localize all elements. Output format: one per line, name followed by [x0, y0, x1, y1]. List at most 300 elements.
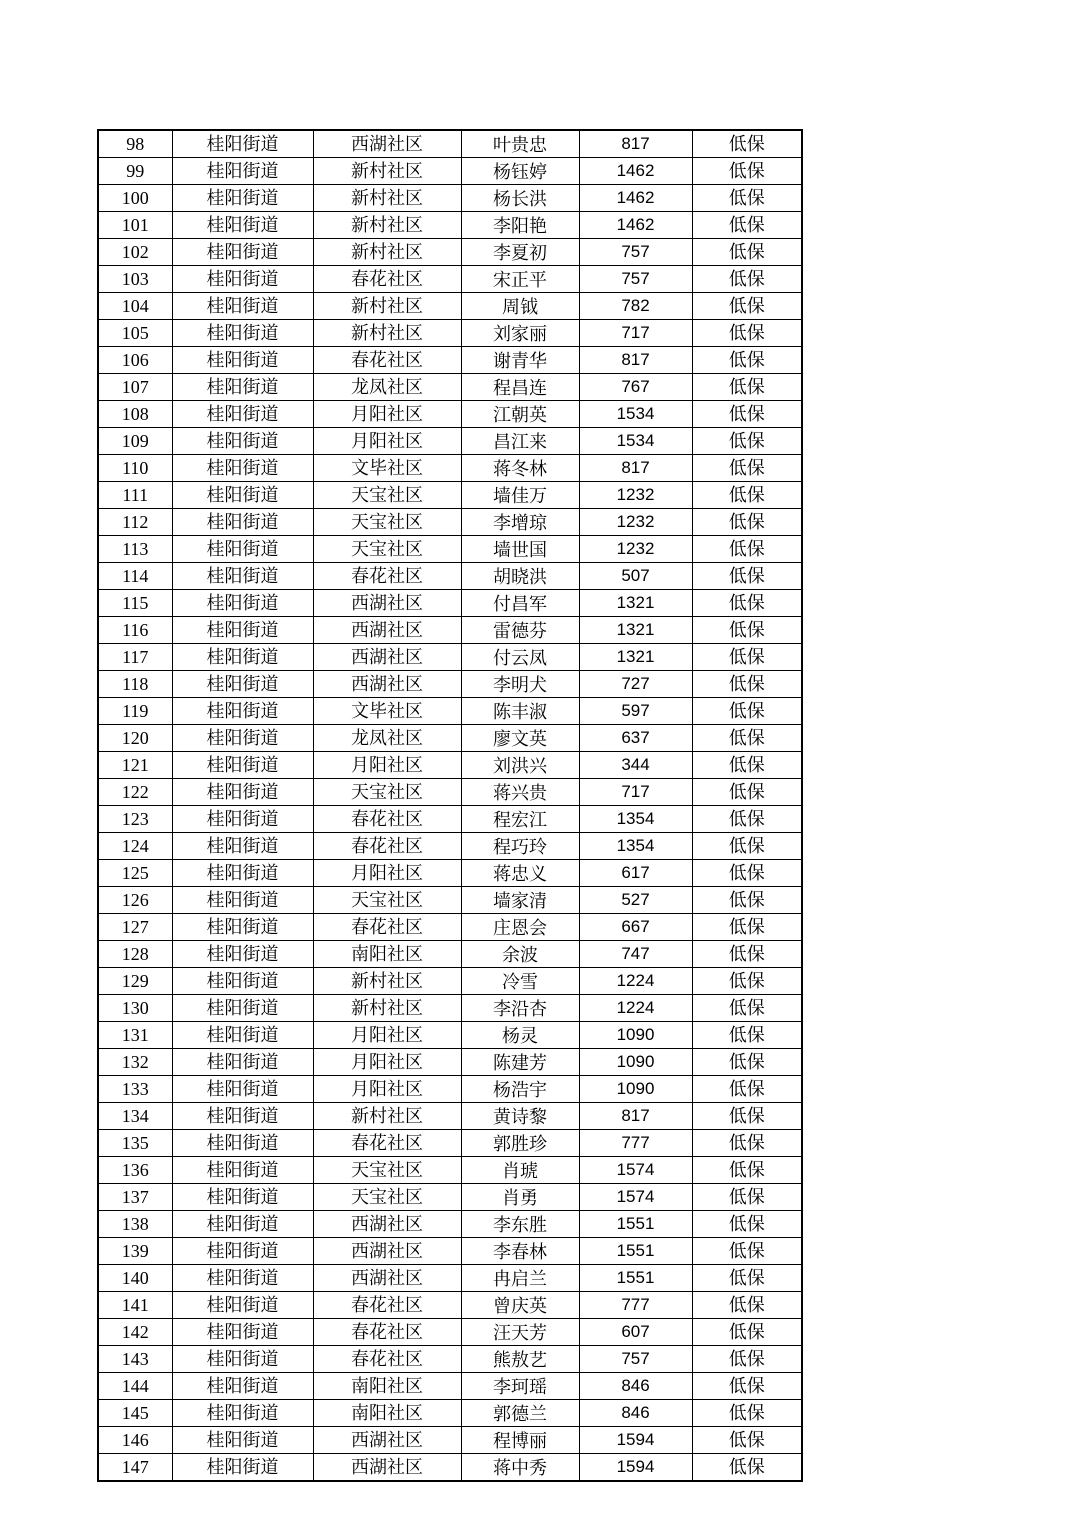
category-cell: 低保 — [692, 590, 802, 617]
amount-cell: 1594 — [579, 1427, 692, 1454]
amount-cell: 597 — [579, 698, 692, 725]
name-cell: 墙家清 — [461, 887, 579, 914]
community-cell: 月阳社区 — [313, 1022, 461, 1049]
category-cell: 低保 — [692, 536, 802, 563]
community-cell: 春花社区 — [313, 1130, 461, 1157]
row-number-cell: 129 — [98, 968, 172, 995]
row-number-cell: 108 — [98, 401, 172, 428]
table-row — [98, 1049, 802, 1076]
community-cell: 西湖社区 — [313, 1238, 461, 1265]
name-cell: 蒋忠义 — [461, 860, 579, 887]
category-cell: 低保 — [692, 1292, 802, 1319]
amount-cell: 1462 — [579, 212, 692, 239]
name-cell: 郭德兰 — [461, 1400, 579, 1427]
table-row — [98, 941, 802, 968]
amount-cell: 782 — [579, 293, 692, 320]
table-row — [98, 1346, 802, 1373]
street-cell: 桂阳街道 — [172, 968, 313, 995]
community-cell: 天宝社区 — [313, 482, 461, 509]
amount-cell: 1574 — [579, 1157, 692, 1184]
amount-cell: 637 — [579, 725, 692, 752]
name-cell: 叶贵忠 — [461, 130, 579, 158]
name-cell: 杨长洪 — [461, 185, 579, 212]
amount-cell: 727 — [579, 671, 692, 698]
amount-cell: 1574 — [579, 1184, 692, 1211]
row-number-cell: 138 — [98, 1211, 172, 1238]
community-cell: 天宝社区 — [313, 1157, 461, 1184]
table-row — [98, 482, 802, 509]
category-cell: 低保 — [692, 833, 802, 860]
row-number-cell: 111 — [98, 482, 172, 509]
amount-cell: 1232 — [579, 482, 692, 509]
category-cell: 低保 — [692, 158, 802, 185]
amount-cell: 1551 — [579, 1265, 692, 1292]
row-number-cell: 119 — [98, 698, 172, 725]
name-cell: 宋正平 — [461, 266, 579, 293]
street-cell: 桂阳街道 — [172, 509, 313, 536]
amount-cell: 777 — [579, 1130, 692, 1157]
row-number-cell: 144 — [98, 1373, 172, 1400]
row-number-cell: 143 — [98, 1346, 172, 1373]
street-cell: 桂阳街道 — [172, 1022, 313, 1049]
table-row — [98, 212, 802, 239]
amount-cell: 1534 — [579, 401, 692, 428]
row-number-cell: 120 — [98, 725, 172, 752]
category-cell: 低保 — [692, 752, 802, 779]
row-number-cell: 125 — [98, 860, 172, 887]
amount-cell: 1090 — [579, 1022, 692, 1049]
row-number-cell: 126 — [98, 887, 172, 914]
amount-cell: 607 — [579, 1319, 692, 1346]
community-cell: 文毕社区 — [313, 455, 461, 482]
street-cell: 桂阳街道 — [172, 887, 313, 914]
row-number-cell: 116 — [98, 617, 172, 644]
table-row — [98, 401, 802, 428]
table-row — [98, 1022, 802, 1049]
name-cell: 墙佳万 — [461, 482, 579, 509]
category-cell: 低保 — [692, 455, 802, 482]
category-cell: 低保 — [692, 1049, 802, 1076]
category-cell: 低保 — [692, 995, 802, 1022]
amount-cell: 717 — [579, 320, 692, 347]
street-cell: 桂阳街道 — [172, 1211, 313, 1238]
amount-cell: 1551 — [579, 1238, 692, 1265]
name-cell: 蒋中秀 — [461, 1454, 579, 1482]
category-cell: 低保 — [692, 1373, 802, 1400]
name-cell: 杨钰婷 — [461, 158, 579, 185]
street-cell: 桂阳街道 — [172, 1373, 313, 1400]
row-number-cell: 147 — [98, 1454, 172, 1482]
amount-cell: 667 — [579, 914, 692, 941]
row-number-cell: 103 — [98, 266, 172, 293]
row-number-cell: 124 — [98, 833, 172, 860]
table-row — [98, 1130, 802, 1157]
table-row — [98, 185, 802, 212]
amount-cell: 1462 — [579, 185, 692, 212]
street-cell: 桂阳街道 — [172, 914, 313, 941]
community-cell: 龙凤社区 — [313, 374, 461, 401]
street-cell: 桂阳街道 — [172, 1454, 313, 1482]
category-cell: 低保 — [692, 1157, 802, 1184]
row-number-cell: 132 — [98, 1049, 172, 1076]
street-cell: 桂阳街道 — [172, 482, 313, 509]
table-row — [98, 563, 802, 590]
row-number-cell: 141 — [98, 1292, 172, 1319]
community-cell: 天宝社区 — [313, 1184, 461, 1211]
category-cell: 低保 — [692, 1427, 802, 1454]
community-cell: 新村社区 — [313, 239, 461, 266]
table-row — [98, 1400, 802, 1427]
name-cell: 雷德芬 — [461, 617, 579, 644]
name-cell: 李夏初 — [461, 239, 579, 266]
category-cell: 低保 — [692, 1319, 802, 1346]
row-number-cell: 130 — [98, 995, 172, 1022]
name-cell: 黄诗黎 — [461, 1103, 579, 1130]
table-row — [98, 1265, 802, 1292]
street-cell: 桂阳街道 — [172, 671, 313, 698]
category-cell: 低保 — [692, 482, 802, 509]
name-cell: 李阳艳 — [461, 212, 579, 239]
data-table — [97, 129, 803, 1482]
name-cell: 墙世国 — [461, 536, 579, 563]
category-cell: 低保 — [692, 212, 802, 239]
table-row — [98, 644, 802, 671]
community-cell: 春花社区 — [313, 266, 461, 293]
amount-cell: 817 — [579, 347, 692, 374]
name-cell: 谢青华 — [461, 347, 579, 374]
amount-cell: 1462 — [579, 158, 692, 185]
name-cell: 李春林 — [461, 1238, 579, 1265]
community-cell: 西湖社区 — [313, 590, 461, 617]
table-row — [98, 914, 802, 941]
table-row — [98, 536, 802, 563]
community-cell: 天宝社区 — [313, 509, 461, 536]
category-cell: 低保 — [692, 185, 802, 212]
community-cell: 龙凤社区 — [313, 725, 461, 752]
community-cell: 西湖社区 — [313, 1427, 461, 1454]
community-cell: 天宝社区 — [313, 779, 461, 806]
table-row — [98, 752, 802, 779]
row-number-cell: 127 — [98, 914, 172, 941]
community-cell: 春花社区 — [313, 1319, 461, 1346]
table-row — [98, 860, 802, 887]
street-cell: 桂阳街道 — [172, 833, 313, 860]
name-cell: 汪天芳 — [461, 1319, 579, 1346]
table-row — [98, 455, 802, 482]
category-cell: 低保 — [692, 1238, 802, 1265]
category-cell: 低保 — [692, 401, 802, 428]
row-number-cell: 101 — [98, 212, 172, 239]
row-number-cell: 131 — [98, 1022, 172, 1049]
name-cell: 周钺 — [461, 293, 579, 320]
amount-cell: 757 — [579, 239, 692, 266]
community-cell: 月阳社区 — [313, 752, 461, 779]
table-row — [98, 1454, 802, 1482]
row-number-cell: 110 — [98, 455, 172, 482]
street-cell: 桂阳街道 — [172, 1346, 313, 1373]
street-cell: 桂阳街道 — [172, 1238, 313, 1265]
name-cell: 程昌连 — [461, 374, 579, 401]
street-cell: 桂阳街道 — [172, 347, 313, 374]
row-number-cell: 145 — [98, 1400, 172, 1427]
street-cell: 桂阳街道 — [172, 1184, 313, 1211]
amount-cell: 617 — [579, 860, 692, 887]
category-cell: 低保 — [692, 725, 802, 752]
row-number-cell: 102 — [98, 239, 172, 266]
community-cell: 西湖社区 — [313, 617, 461, 644]
category-cell: 低保 — [692, 428, 802, 455]
street-cell: 桂阳街道 — [172, 130, 313, 158]
row-number-cell: 135 — [98, 1130, 172, 1157]
community-cell: 新村社区 — [313, 212, 461, 239]
amount-cell: 757 — [579, 266, 692, 293]
name-cell: 胡晓洪 — [461, 563, 579, 590]
table-row — [98, 374, 802, 401]
street-cell: 桂阳街道 — [172, 698, 313, 725]
community-cell: 月阳社区 — [313, 860, 461, 887]
table-row — [98, 130, 802, 158]
row-number-cell: 118 — [98, 671, 172, 698]
name-cell: 庄恩会 — [461, 914, 579, 941]
category-cell: 低保 — [692, 887, 802, 914]
street-cell: 桂阳街道 — [172, 293, 313, 320]
name-cell: 陈丰淑 — [461, 698, 579, 725]
name-cell: 李珂瑶 — [461, 1373, 579, 1400]
community-cell: 春花社区 — [313, 806, 461, 833]
community-cell: 春花社区 — [313, 1346, 461, 1373]
amount-cell: 767 — [579, 374, 692, 401]
name-cell: 肖勇 — [461, 1184, 579, 1211]
table-row — [98, 968, 802, 995]
street-cell: 桂阳街道 — [172, 860, 313, 887]
row-number-cell: 99 — [98, 158, 172, 185]
amount-cell: 1224 — [579, 968, 692, 995]
street-cell: 桂阳街道 — [172, 1292, 313, 1319]
community-cell: 月阳社区 — [313, 428, 461, 455]
name-cell: 蒋冬林 — [461, 455, 579, 482]
community-cell: 春花社区 — [313, 1292, 461, 1319]
street-cell: 桂阳街道 — [172, 212, 313, 239]
row-number-cell: 114 — [98, 563, 172, 590]
community-cell: 天宝社区 — [313, 536, 461, 563]
category-cell: 低保 — [692, 1454, 802, 1482]
name-cell: 付昌军 — [461, 590, 579, 617]
community-cell: 南阳社区 — [313, 1373, 461, 1400]
community-cell: 西湖社区 — [313, 671, 461, 698]
street-cell: 桂阳街道 — [172, 644, 313, 671]
street-cell: 桂阳街道 — [172, 779, 313, 806]
name-cell: 陈建芳 — [461, 1049, 579, 1076]
name-cell: 江朝英 — [461, 401, 579, 428]
category-cell: 低保 — [692, 941, 802, 968]
amount-cell: 747 — [579, 941, 692, 968]
category-cell: 低保 — [692, 1211, 802, 1238]
category-cell: 低保 — [692, 1130, 802, 1157]
name-cell: 杨浩宇 — [461, 1076, 579, 1103]
table-body — [98, 130, 802, 1481]
category-cell: 低保 — [692, 1022, 802, 1049]
table-row — [98, 347, 802, 374]
category-cell: 低保 — [692, 968, 802, 995]
row-number-cell: 140 — [98, 1265, 172, 1292]
category-cell: 低保 — [692, 1103, 802, 1130]
amount-cell: 777 — [579, 1292, 692, 1319]
street-cell: 桂阳街道 — [172, 1103, 313, 1130]
table-row — [98, 158, 802, 185]
amount-cell: 344 — [579, 752, 692, 779]
name-cell: 冉启兰 — [461, 1265, 579, 1292]
amount-cell: 717 — [579, 779, 692, 806]
street-cell: 桂阳街道 — [172, 1049, 313, 1076]
table-row — [98, 698, 802, 725]
category-cell: 低保 — [692, 644, 802, 671]
table-row — [98, 239, 802, 266]
category-cell: 低保 — [692, 563, 802, 590]
amount-cell: 1321 — [579, 590, 692, 617]
street-cell: 桂阳街道 — [172, 1157, 313, 1184]
category-cell: 低保 — [692, 914, 802, 941]
community-cell: 春花社区 — [313, 347, 461, 374]
community-cell: 天宝社区 — [313, 887, 461, 914]
table-row — [98, 509, 802, 536]
table-row — [98, 617, 802, 644]
street-cell: 桂阳街道 — [172, 1265, 313, 1292]
category-cell: 低保 — [692, 374, 802, 401]
table-row — [98, 887, 802, 914]
community-cell: 新村社区 — [313, 185, 461, 212]
community-cell: 新村社区 — [313, 293, 461, 320]
category-cell: 低保 — [692, 671, 802, 698]
name-cell: 李东胜 — [461, 1211, 579, 1238]
community-cell: 春花社区 — [313, 914, 461, 941]
amount-cell: 1321 — [579, 644, 692, 671]
street-cell: 桂阳街道 — [172, 1076, 313, 1103]
table-row — [98, 266, 802, 293]
community-cell: 新村社区 — [313, 320, 461, 347]
table-row — [98, 1184, 802, 1211]
row-number-cell: 134 — [98, 1103, 172, 1130]
community-cell: 新村社区 — [313, 995, 461, 1022]
category-cell: 低保 — [692, 293, 802, 320]
street-cell: 桂阳街道 — [172, 1130, 313, 1157]
table-row — [98, 1238, 802, 1265]
street-cell: 桂阳街道 — [172, 428, 313, 455]
table-row — [98, 1427, 802, 1454]
name-cell: 付云凤 — [461, 644, 579, 671]
community-cell: 新村社区 — [313, 968, 461, 995]
amount-cell: 817 — [579, 1103, 692, 1130]
amount-cell: 1551 — [579, 1211, 692, 1238]
table-row — [98, 1373, 802, 1400]
name-cell: 余波 — [461, 941, 579, 968]
name-cell: 李明犬 — [461, 671, 579, 698]
amount-cell: 1090 — [579, 1049, 692, 1076]
row-number-cell: 139 — [98, 1238, 172, 1265]
street-cell: 桂阳街道 — [172, 617, 313, 644]
name-cell: 杨灵 — [461, 1022, 579, 1049]
community-cell: 月阳社区 — [313, 401, 461, 428]
row-number-cell: 100 — [98, 185, 172, 212]
table-row — [98, 1103, 802, 1130]
table-row — [98, 779, 802, 806]
table-row — [98, 671, 802, 698]
street-cell: 桂阳街道 — [172, 1319, 313, 1346]
table-row — [98, 590, 802, 617]
community-cell: 春花社区 — [313, 563, 461, 590]
category-cell: 低保 — [692, 239, 802, 266]
category-cell: 低保 — [692, 1184, 802, 1211]
row-number-cell: 105 — [98, 320, 172, 347]
street-cell: 桂阳街道 — [172, 320, 313, 347]
community-cell: 春花社区 — [313, 833, 461, 860]
row-number-cell: 104 — [98, 293, 172, 320]
category-cell: 低保 — [692, 266, 802, 293]
table-row — [98, 293, 802, 320]
name-cell: 程博丽 — [461, 1427, 579, 1454]
table-row — [98, 833, 802, 860]
row-number-cell: 136 — [98, 1157, 172, 1184]
category-cell: 低保 — [692, 860, 802, 887]
street-cell: 桂阳街道 — [172, 995, 313, 1022]
category-cell: 低保 — [692, 779, 802, 806]
amount-cell: 1321 — [579, 617, 692, 644]
category-cell: 低保 — [692, 1400, 802, 1427]
street-cell: 桂阳街道 — [172, 239, 313, 266]
amount-cell: 1232 — [579, 536, 692, 563]
community-cell: 南阳社区 — [313, 941, 461, 968]
amount-cell: 1354 — [579, 806, 692, 833]
community-cell: 西湖社区 — [313, 1211, 461, 1238]
table-row — [98, 1292, 802, 1319]
row-number-cell: 107 — [98, 374, 172, 401]
row-number-cell: 146 — [98, 1427, 172, 1454]
category-cell: 低保 — [692, 509, 802, 536]
amount-cell: 1594 — [579, 1454, 692, 1482]
row-number-cell: 142 — [98, 1319, 172, 1346]
name-cell: 刘家丽 — [461, 320, 579, 347]
category-cell: 低保 — [692, 806, 802, 833]
row-number-cell: 115 — [98, 590, 172, 617]
street-cell: 桂阳街道 — [172, 536, 313, 563]
name-cell: 冷雪 — [461, 968, 579, 995]
table-row — [98, 1319, 802, 1346]
street-cell: 桂阳街道 — [172, 185, 313, 212]
name-cell: 李沿杏 — [461, 995, 579, 1022]
name-cell: 廖文英 — [461, 725, 579, 752]
table-row — [98, 320, 802, 347]
table-row — [98, 725, 802, 752]
row-number-cell: 128 — [98, 941, 172, 968]
row-number-cell: 113 — [98, 536, 172, 563]
category-cell: 低保 — [692, 130, 802, 158]
table-row — [98, 995, 802, 1022]
category-cell: 低保 — [692, 1346, 802, 1373]
row-number-cell: 122 — [98, 779, 172, 806]
community-cell: 新村社区 — [313, 158, 461, 185]
street-cell: 桂阳街道 — [172, 401, 313, 428]
name-cell: 李增琼 — [461, 509, 579, 536]
community-cell: 西湖社区 — [313, 1265, 461, 1292]
street-cell: 桂阳街道 — [172, 563, 313, 590]
row-number-cell: 109 — [98, 428, 172, 455]
amount-cell: 527 — [579, 887, 692, 914]
name-cell: 程宏江 — [461, 806, 579, 833]
street-cell: 桂阳街道 — [172, 1400, 313, 1427]
amount-cell: 757 — [579, 1346, 692, 1373]
row-number-cell: 112 — [98, 509, 172, 536]
name-cell: 蒋兴贵 — [461, 779, 579, 806]
name-cell: 肖琥 — [461, 1157, 579, 1184]
